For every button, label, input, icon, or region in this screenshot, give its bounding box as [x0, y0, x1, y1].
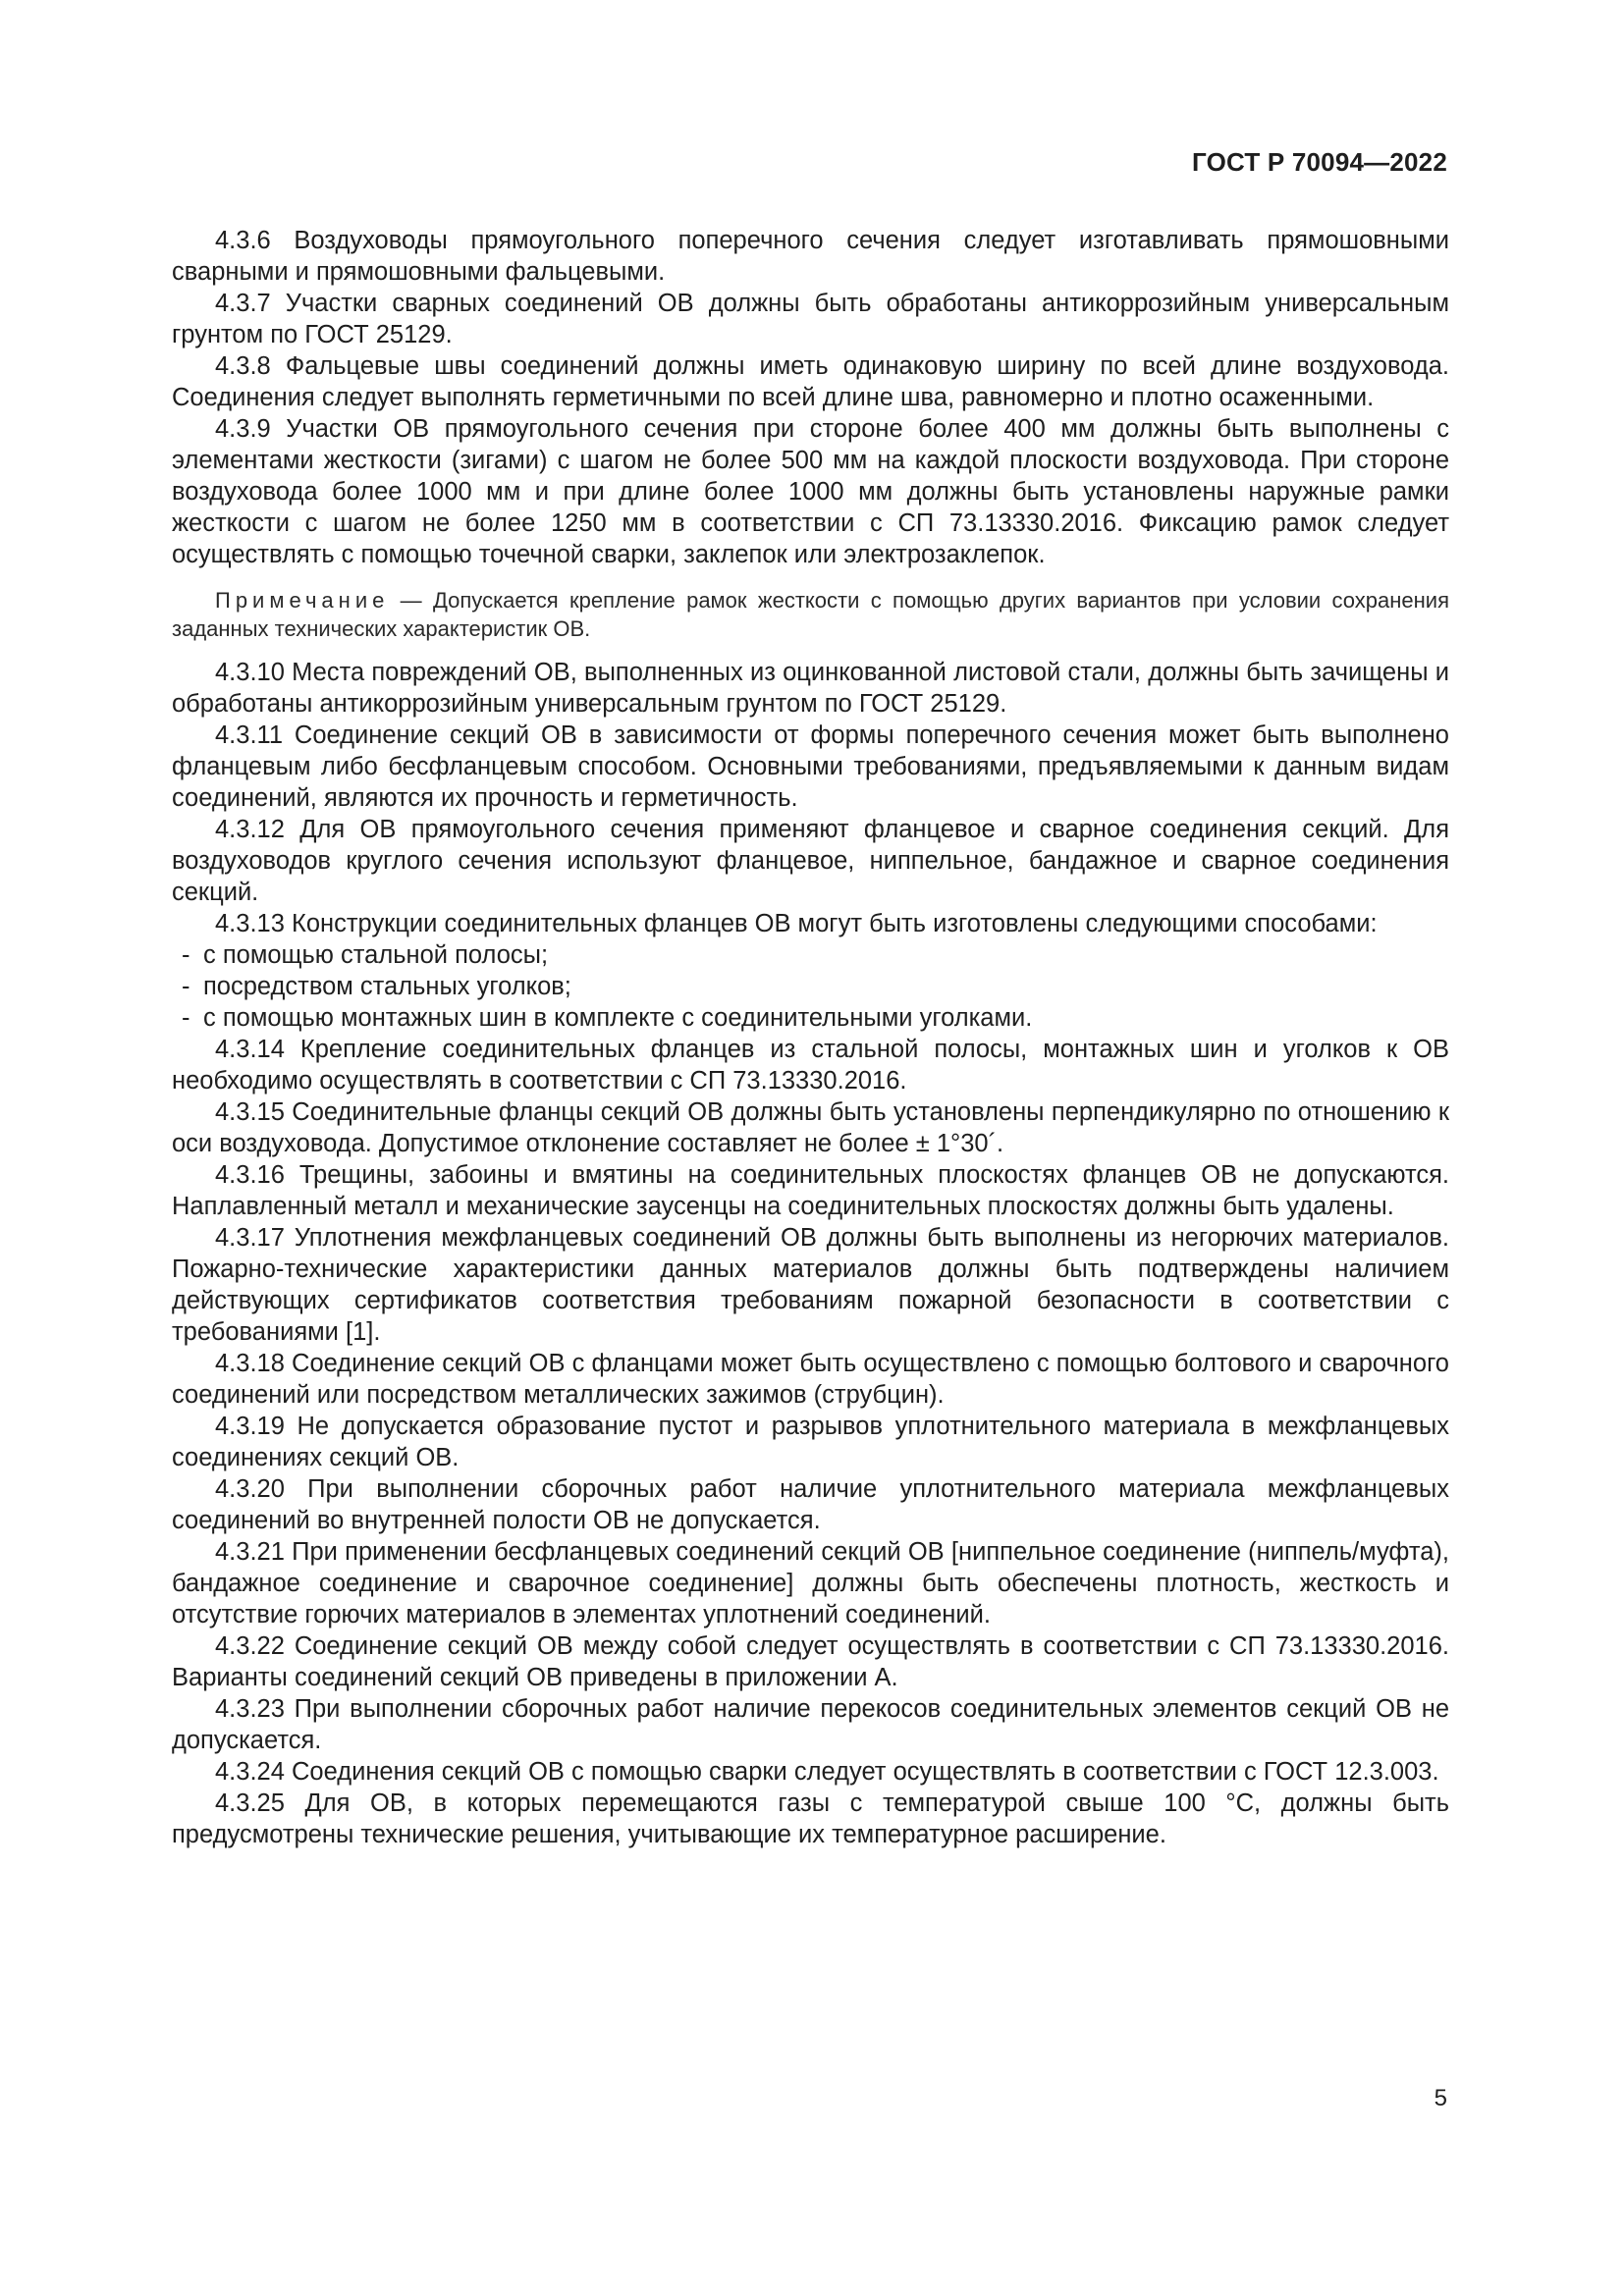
paragraph-4-3-18: 4.3.18 Соединение секций ОВ с фланцами может быть осуществлено с помощью болтового и сварочного соединений или посредством металлических зажимов (струбцин).	[172, 1350, 1449, 1409]
paragraph-4-3-20: 4.3.20 При выполнении сборочных работ наличие уплотнительного материала межфланцевых соединений во внутренней полости ОВ не допускается.	[172, 1475, 1449, 1534]
paragraph-4-3-10: 4.3.10 Места повреждений ОВ, выполненных из оцинкованной листовой стали, должны быть зачищены и обработаны антикоррозийным универсальным грунтом по ГОСТ 25129.	[172, 659, 1449, 718]
paragraph-4-3-9: 4.3.9 Участки ОВ прямоугольного сечения при стороне более 400 мм должны быть выполнены с элементами жесткости (зигами) с шагом не более 500 мм на каждой плоскости воздуховода. При стороне воздуховода более 1000 мм и при длине более 1000 мм должны быть установлены наружные рамки жесткости с шагом не более 1250 мм в соответствии с СП 73.13330.2016. Фиксацию рамок следует осуществлять с помощью точечной сварки, заклепок или электрозаклепок.	[172, 415, 1449, 568]
paragraph-4-3-7: 4.3.7 Участки сварных соединений ОВ должны быть обработаны антикоррозийным универсальным грунтом по ГОСТ 25129.	[172, 290, 1449, 348]
list-marker: -	[182, 973, 190, 1000]
paragraph-4-3-11: 4.3.11 Соединение секций ОВ в зависимости от формы поперечного сечения может быть выполнено фланцевым либо бесфланцевым способом. Основными требованиями, предъявляемыми к данным видам соединений, являются их прочность и герметичность.	[172, 721, 1449, 812]
note	[172, 586, 1449, 643]
list-item-text: посредством стальных уголков;	[203, 973, 571, 1000]
paragraph-4-3-12: 4.3.12 Для ОВ прямоугольного сечения применяют фланцевое и сварное соединения секций. Для воздуховодов круглого сечения используют фланцевое, ниппельное, бандажное и сварное соединения секций.	[172, 816, 1449, 906]
list-item	[172, 939, 1449, 971]
list-item-text: с помощью стальной полосы;	[203, 941, 549, 969]
note-label: Примечание	[215, 588, 390, 613]
paragraph-4-3-8: 4.3.8 Фальцевые швы соединений должны иметь одинаковую ширину по всей длине воздуховода. Соединения следует выполнять герметичными по всей длине шва, равномерно и плотно осаженными.	[172, 352, 1449, 411]
list-item	[172, 1002, 1449, 1034]
paragraph-4-3-22: 4.3.22 Соединение секций ОВ между собой следует осуществлять в соответствии с СП 73.13330.2016. Варианты соединений секций ОВ приведены в приложении А.	[172, 1632, 1449, 1691]
list-item-text: с помощью монтажных шин в комплекте с соединительными уголками.	[203, 1004, 1033, 1032]
list-marker: -	[182, 1004, 190, 1032]
paragraph-4-3-16: 4.3.16 Трещины, забоины и вмятины на соединительных плоскостях фланцев ОВ не допускаются. Наплавленный металл и механические заусенцы на соединительных плоскостях должны быть удалены.	[172, 1161, 1449, 1220]
paragraph-4-3-15: 4.3.15 Соединительные фланцы секций ОВ должны быть установлены перпендикулярно по отношению к оси воздуховода. Допустимое отклонение составляет не более ± 1°30´.	[172, 1098, 1449, 1157]
paragraph-4-3-13: 4.3.13 Конструкции соединительных фланцев ОВ могут быть изготовлены следующими способами:	[215, 910, 1378, 937]
list-item	[172, 971, 1449, 1002]
paragraph-4-3-6: 4.3.6 Воздуховоды прямоугольного поперечного сечения следует изготавливать прямошовными сварными и прямошовными фальцевыми.	[172, 227, 1449, 286]
page-number: 5	[1434, 2085, 1447, 2111]
document-header: ГОСТ Р 70094—2022	[1192, 147, 1447, 177]
paragraph-4-3-14: 4.3.14 Крепление соединительных фланцев из стальной полосы, монтажных шин и уголков к ОВ необходимо осуществлять в соответствии с СП 73.13330.2016.	[172, 1036, 1449, 1095]
list-marker: -	[182, 941, 190, 969]
paragraph-4-3-19: 4.3.19 Не допускается образование пустот и разрывов уплотнительного материала в межфланцевых соединениях секций ОВ.	[172, 1413, 1449, 1471]
document-body	[172, 225, 1449, 1850]
paragraph-4-3-24: 4.3.24 Соединения секций ОВ с помощью сварки следует осуществлять в соответствии с ГОСТ 12.3.003.	[215, 1758, 1439, 1786]
paragraph-4-3-21: 4.3.21 При применении бесфланцевых соединений секций ОВ [ниппельное соединение (ниппель/муфта), бандажное соединение и сварочное соединение] должны быть обеспечены плотность, жесткость и отсутствие горючих материалов в элементах уплотнений соединений.	[172, 1538, 1449, 1629]
note-text: — Допускается крепление рамок жесткости с помощью других вариантов при условии сохранения заданных технических характеристик ОВ.	[172, 588, 1449, 641]
paragraph-4-3-23: 4.3.23 При выполнении сборочных работ наличие перекосов соединительных элементов секций ОВ не допускается.	[172, 1695, 1449, 1754]
paragraph-4-3-25: 4.3.25 Для ОВ, в которых перемещаются газы с температурой свыше 100 °С, должны быть предусмотрены технические решения, учитывающие их температурное расширение.	[172, 1789, 1449, 1848]
paragraph-4-3-17: 4.3.17 Уплотнения межфланцевых соединений ОВ должны быть выполнены из негорючих материалов. Пожарно-технические характеристики данных материалов должны быть подтверждены наличием действующих сертификатов соответствия требованиям пожарной безопасности в соответствии с требованиями [1].	[172, 1224, 1449, 1346]
